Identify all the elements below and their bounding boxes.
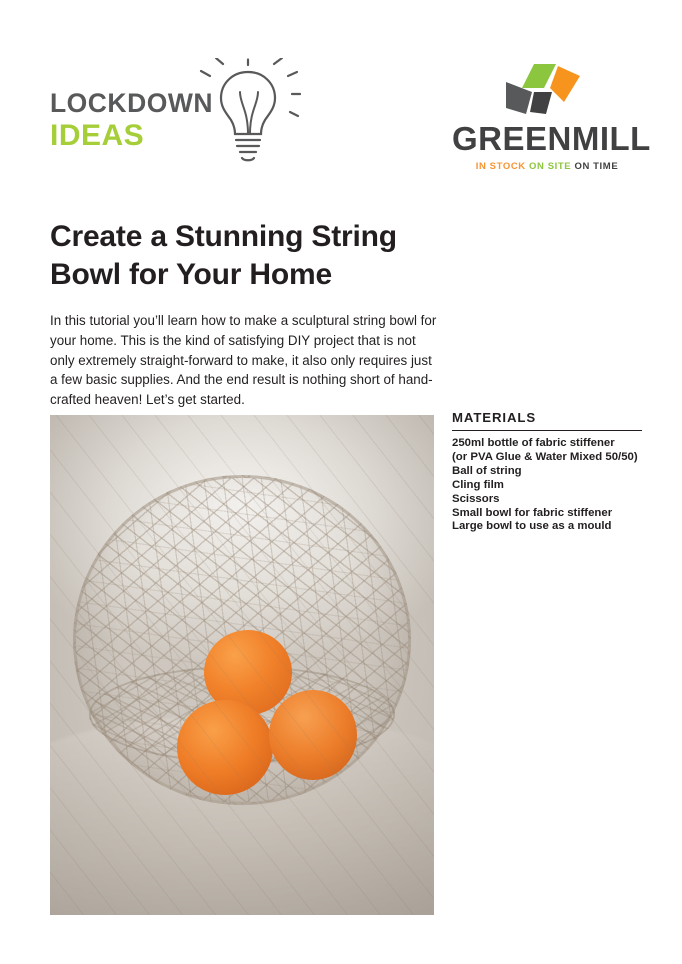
hero-photo — [50, 415, 434, 915]
list-item: Small bowl for fabric stiffener — [452, 506, 613, 519]
page-header — [0, 0, 682, 185]
materials-divider — [452, 430, 642, 431]
materials-heading: MATERIALS — [452, 410, 537, 425]
greenmill-logo — [452, 62, 651, 172]
list-item: Scissors — [452, 492, 500, 505]
materials-list — [452, 437, 642, 534]
greenmill-tagline-part1: IN STOCK — [475, 161, 526, 172]
list-item: Cling film — [452, 478, 504, 491]
materials-panel — [452, 410, 642, 534]
lightbulb-icon — [196, 58, 301, 168]
page-title: Create a Stunning String Bowl for Your Home — [50, 220, 397, 292]
list-item: (or PVA Glue & Water Mixed 50/50) — [452, 450, 638, 463]
greenmill-mark-icon — [504, 62, 590, 116]
lockdown-ideas-logo-line1: LOCKDOWN — [50, 88, 213, 118]
greenmill-tagline — [452, 161, 642, 172]
list-item: 250ml bottle of fabric stiffener — [452, 437, 615, 449]
greenmill-tagline-part2: ON SITE — [529, 161, 572, 172]
lockdown-ideas-logo-line2: IDEAS — [50, 119, 145, 152]
greenmill-tagline-part3: ON TIME — [574, 161, 619, 172]
list-item: Ball of string — [452, 464, 522, 477]
intro-paragraph: In this tutorial you’ll learn how to make a sculptural string bowl for your home. This is the kind of satisfying DIY project that is not only extremely straight-forward to make, it also only requires just a few basic supplies. And the end result is nothing short of hand-crafted heaven! Let’s get started. — [50, 313, 437, 407]
photo-vignette — [50, 415, 434, 915]
list-item: Large bowl to use as a mould — [452, 520, 612, 533]
greenmill-wordmark: GREENMILL — [452, 120, 651, 157]
